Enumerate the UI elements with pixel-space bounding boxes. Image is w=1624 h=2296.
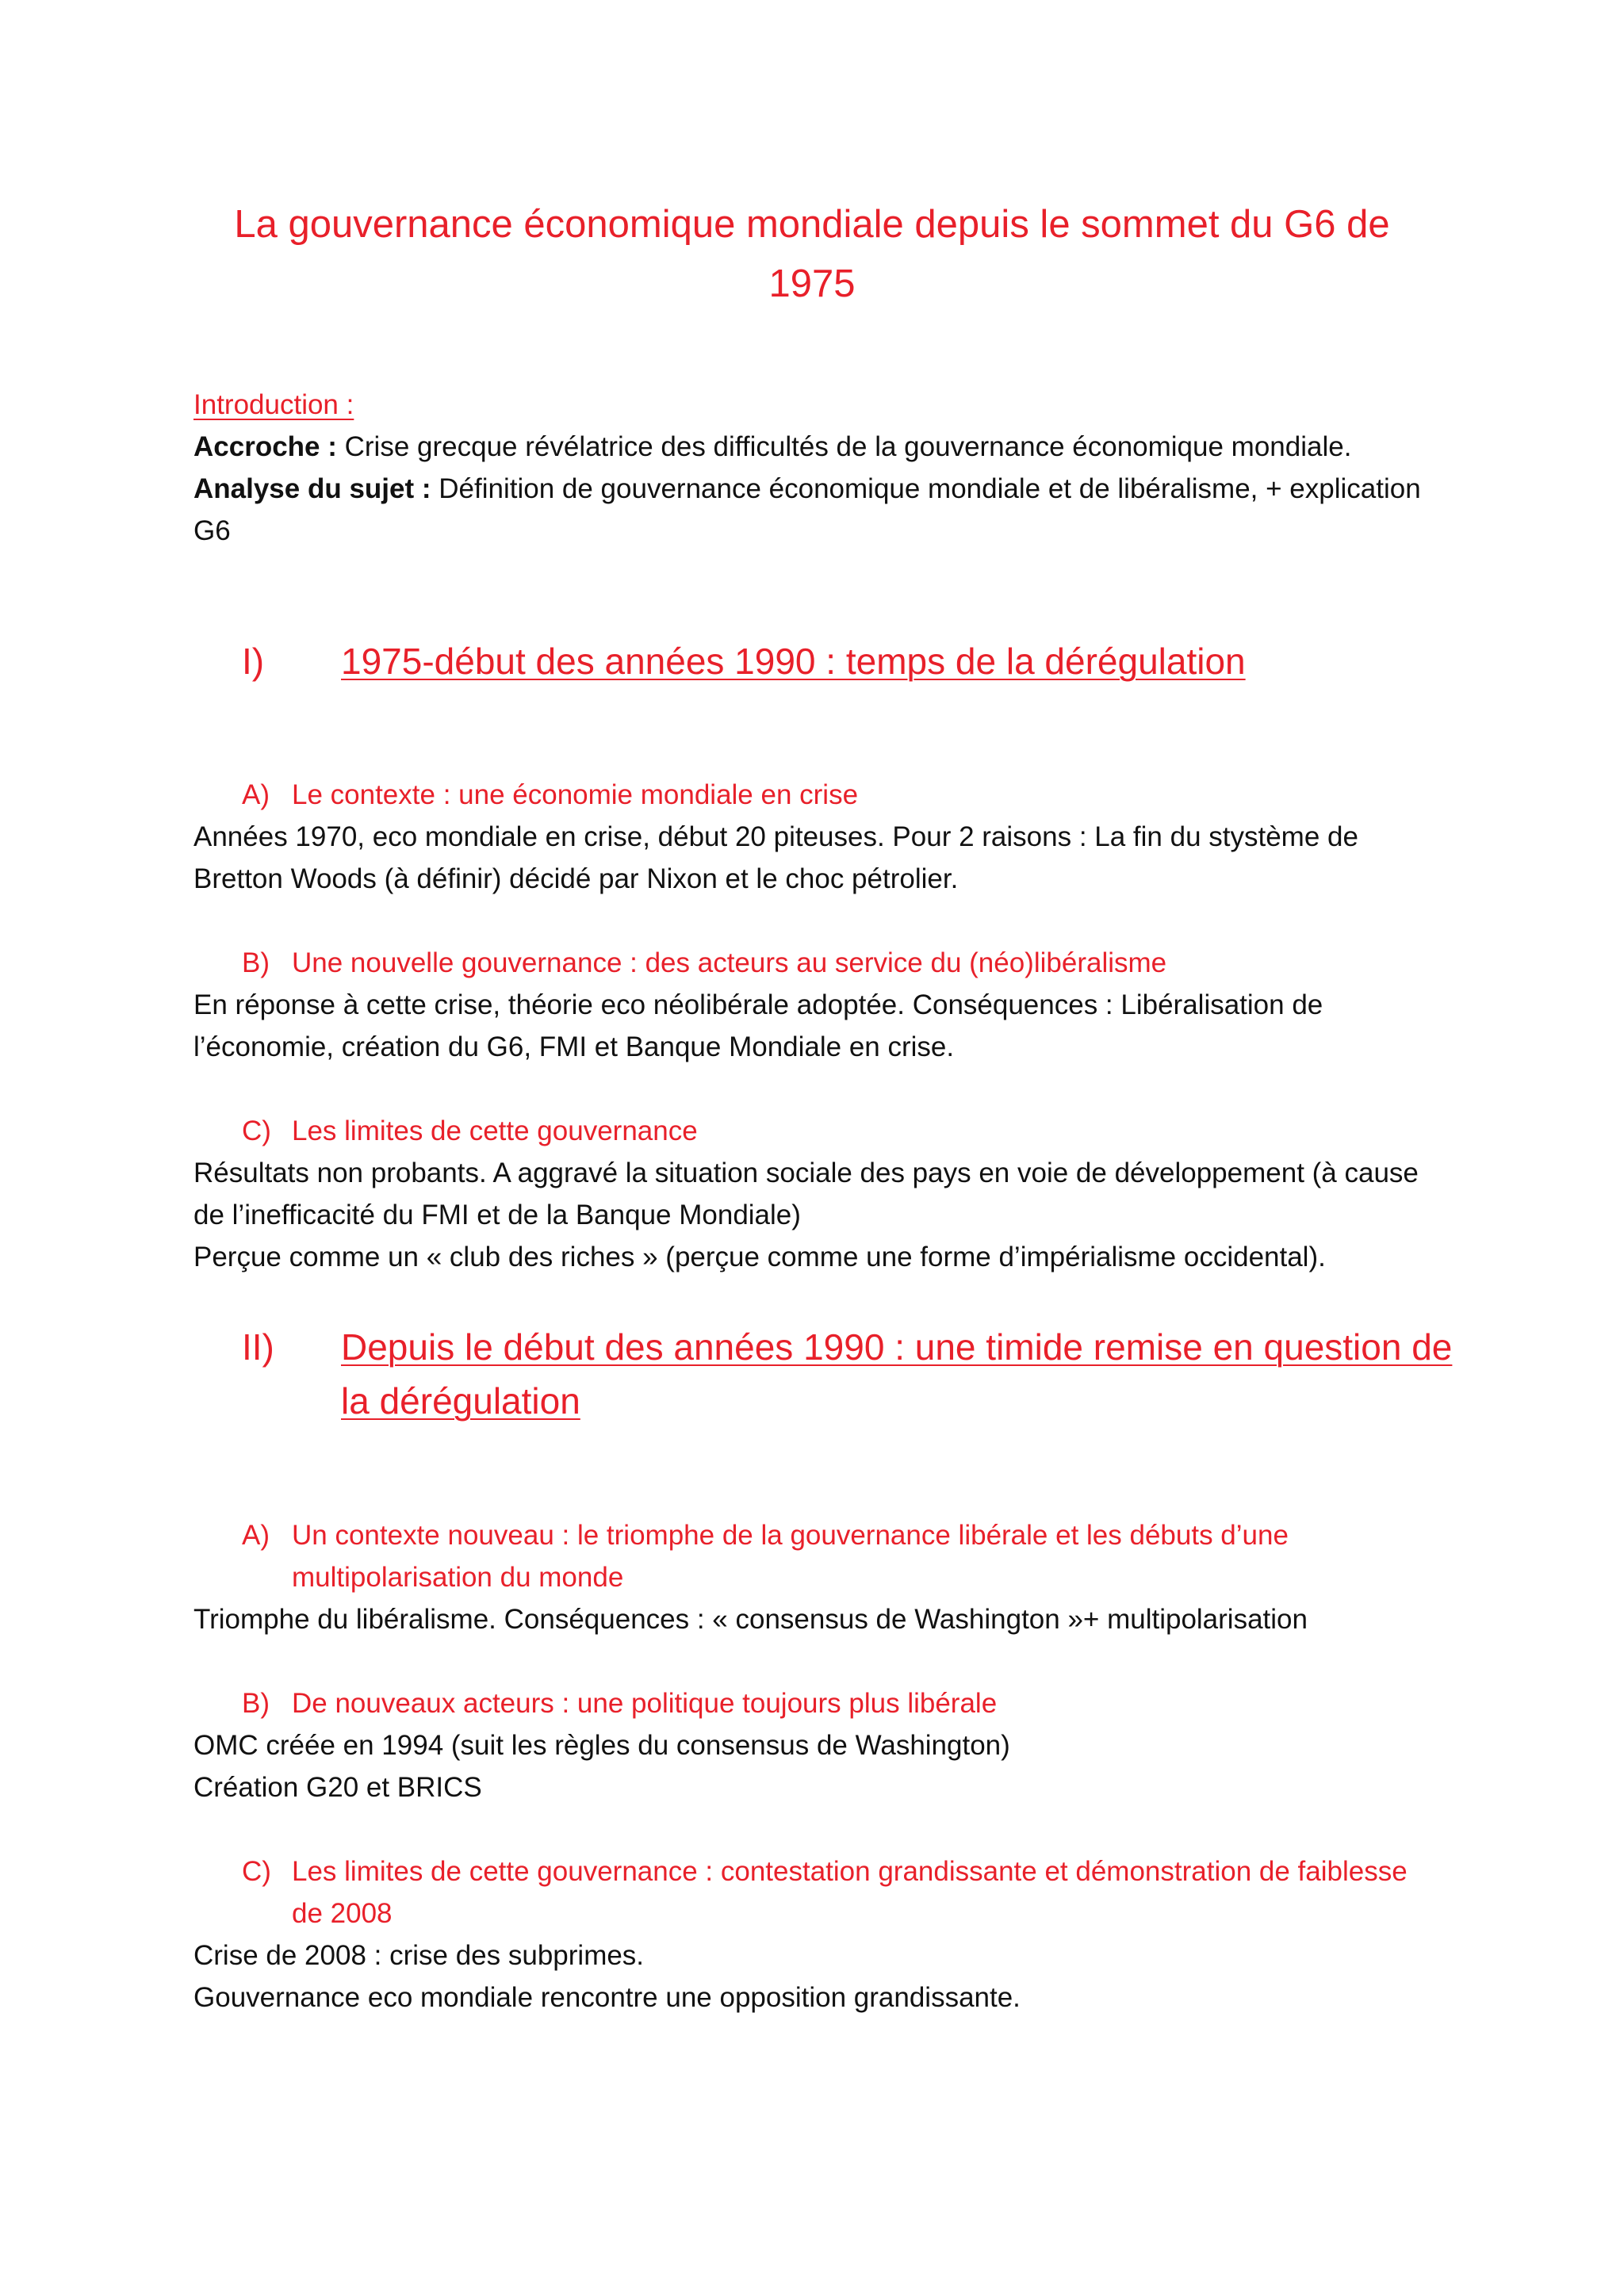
part2-a-letter: A) — [242, 1520, 270, 1551]
part2-b-letter: B) — [242, 1688, 270, 1719]
part1-c-line-1: Résultats non probants. A aggravé la situation sociale des pays en voie de développement (à cause — [193, 1158, 1419, 1188]
part1-a-line-1: Années 1970, eco mondiale en crise, début 20 piteuses. Pour 2 raisons : La fin du stystème de — [193, 821, 1358, 852]
part1-numeral: I) — [242, 641, 265, 682]
part2-c-letter: C) — [242, 1856, 271, 1887]
accroche-line — [193, 426, 1351, 468]
part1-a-letter: A) — [242, 779, 270, 810]
part2-c-title-line-1: Les limites de cette gouvernance : contestation grandissante et démonstration de faiblesse — [292, 1856, 1408, 1887]
part2-b-line-2: Création G20 et BRICS — [193, 1772, 482, 1803]
accroche-label: Accroche : — [193, 431, 337, 462]
document-title-line-1: La gouvernance économique mondiale depuis le sommet du G6 de — [234, 203, 1390, 246]
part1-title: 1975-début des années 1990 : temps de la dérégulation — [341, 641, 1246, 682]
part1-b-line-1: En réponse à cette crise, théorie eco néolibérale adoptée. Conséquences : Libéralisation de — [193, 989, 1323, 1020]
part2-a-line-1: Triomphe du libéralisme. Conséquences : « consensus de Washington »+ multipolarisation — [193, 1604, 1308, 1635]
part2-title-line-2: la dérégulation — [341, 1380, 580, 1422]
part2-title-line-1: Depuis le début des années 1990 : une timide remise en question de — [341, 1326, 1453, 1368]
part2-a-title-line-1: Un contexte nouveau : le triomphe de la gouvernance libérale et les débuts d’une — [292, 1520, 1289, 1551]
analyse-line — [193, 468, 1421, 510]
document-title-line-2: 1975 — [768, 262, 856, 305]
analyse-line-2: G6 — [193, 515, 231, 546]
part1-a-title: Le contexte : une économie mondiale en crise — [292, 779, 859, 810]
part2-numeral: II) — [242, 1326, 274, 1368]
accroche-text: Crise grecque révélatrice des difficultés de la gouvernance économique mondiale. — [336, 431, 1352, 462]
part2-b-title: De nouveaux acteurs : une politique toujours plus libérale — [292, 1688, 998, 1719]
part1-b-letter: B) — [242, 947, 270, 978]
part2-c-line-1: Crise de 2008 : crise des subprimes. — [193, 1940, 645, 1971]
part1-c-line-2: de l’inefficacité du FMI et de la Banque Mondiale) — [193, 1200, 801, 1230]
intro-heading: Introduction : — [193, 389, 354, 420]
part1-a-line-2: Bretton Woods (à définir) décidé par Nixon et le choc pétrolier. — [193, 863, 959, 894]
part2-b-line-1: OMC créée en 1994 (suit les règles du consensus de Washington) — [193, 1730, 1010, 1761]
analyse-label: Analyse du sujet : — [193, 473, 431, 504]
part1-b-title: Une nouvelle gouvernance : des acteurs au service du (néo)libéralisme — [292, 947, 1167, 978]
part1-c-letter: C) — [242, 1115, 271, 1146]
part2-c-title-line-2: de 2008 — [292, 1898, 393, 1929]
part2-c-line-2: Gouvernance eco mondiale rencontre une opposition grandissante. — [193, 1982, 1021, 2013]
part1-c-title: Les limites de cette gouvernance — [292, 1115, 698, 1146]
part1-c-line-3: Perçue comme un « club des riches » (perçue comme une forme d’impérialisme occidental). — [193, 1242, 1326, 1272]
analyse-text: Définition de gouvernance économique mondiale et de libéralisme, + explication — [431, 473, 1421, 504]
part1-b-line-2: l’économie, création du G6, FMI et Banque Mondiale en crise. — [193, 1031, 955, 1062]
part2-a-title-line-2: multipolarisation du monde — [292, 1562, 624, 1593]
